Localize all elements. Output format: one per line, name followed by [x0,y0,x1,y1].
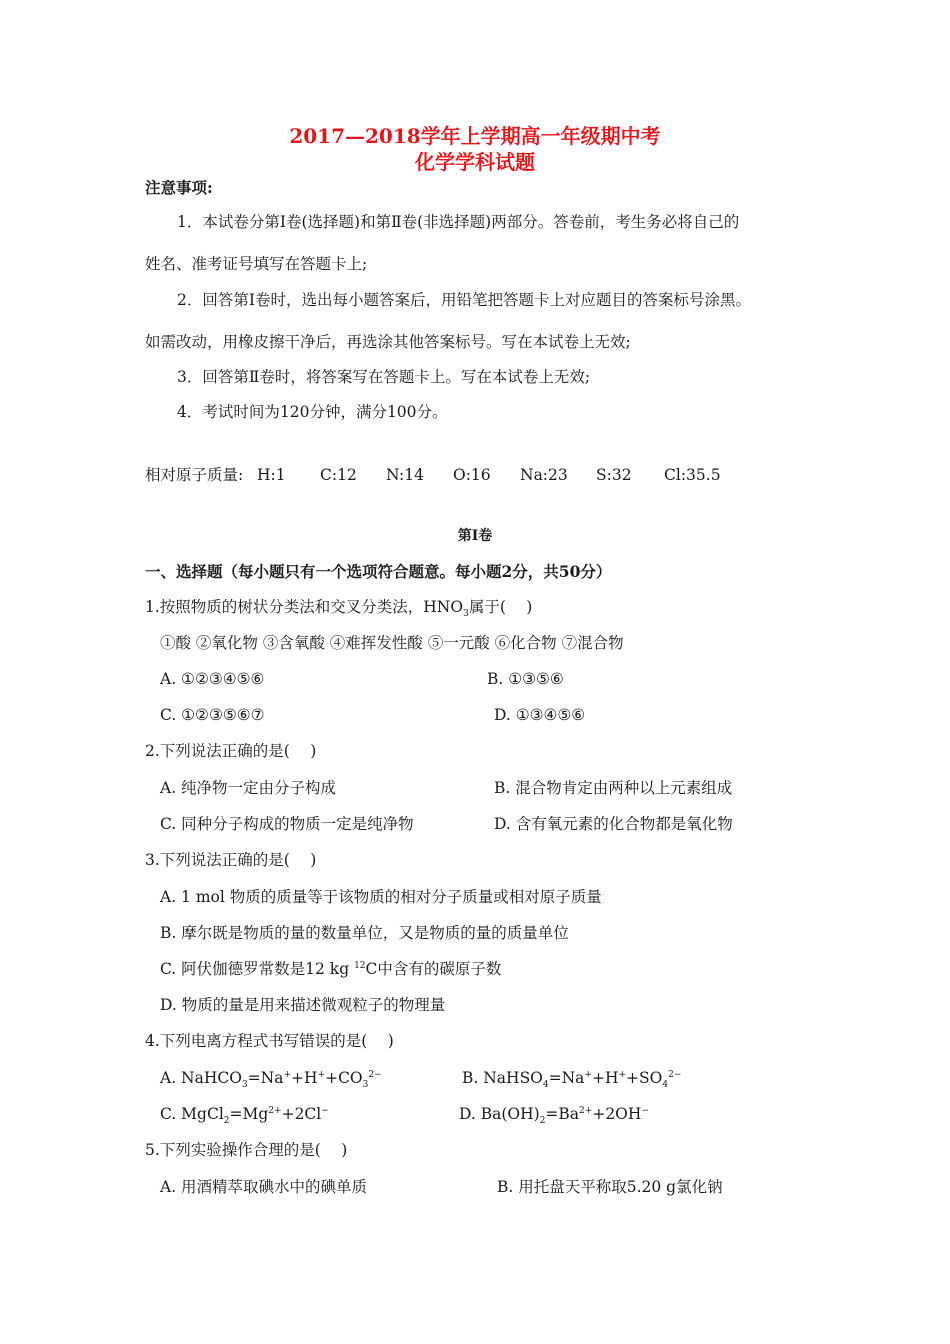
volume-heading: 第Ⅰ卷 [457,528,493,544]
exam-subtitle: 化学学科试题 [415,150,535,174]
part-title: 一、选择题（每小题只有一个选项符合题意。每小题2分，共50分） [145,562,612,581]
q4-stem: 4.下列电离方程式书写错误的是( ) [145,1032,394,1050]
q2-option-d: D. 含有氧元素的化合物都是氧化物 [494,815,733,833]
q1-option-b: B. ①③⑤⑥ [487,670,564,688]
notice-item-2: 2．回答第Ⅰ卷时，选出每小题答案后，用铅笔把答题卡上对应题目的答案标号涂黑。 [177,291,751,309]
q3-option-b: B. 摩尔既是物质的量的数量单位，又是物质的量的质量单位 [160,924,569,942]
notice-item-3: 3．回答第Ⅱ卷时，将答案写在答题卡上。写在本试卷上无效; [177,368,591,386]
notice-heading: 注意事项: [145,178,213,197]
notice-item-1: 1．本试卷分第Ⅰ卷(选择题)和第Ⅱ卷(非选择题)两部分。答卷前，考生务必将自己的 [177,213,740,231]
q5-option-a: A. 用酒精萃取碘水中的碘单质 [160,1178,368,1196]
atomic-mass-n: N:14 [386,466,424,484]
atomic-mass-na: Na:23 [520,466,568,484]
atomic-mass-cl: Cl:35.5 [664,466,721,484]
q2-option-c: C. 同种分子构成的物质一定是纯净物 [160,815,414,833]
atomic-mass-c: C:12 [320,466,357,484]
notice-item-4: 4．考试时间为120分钟，满分100分。 [177,403,448,421]
q3-option-d: D. 物质的量是用来描述微观粒子的物理量 [160,996,446,1014]
q1-option-a: A. ①②③④⑤⑥ [160,670,265,688]
q5-stem: 5.下列实验操作合理的是( ) [145,1141,348,1159]
notice-item-2-cont: 如需改动，用橡皮擦干净后，再选涂其他答案标号。写在本试卷上无效; [145,333,631,351]
q2-stem: 2.下列说法正确的是( ) [145,742,317,760]
q1-stem: 1.按照物质的树状分类法和交叉分类法，$HNO_3$属于( ) [145,598,533,620]
notice-item-1-cont: 姓名、准考证号填写在答题卡上; [145,255,368,273]
atomic-mass-s: S:32 [596,466,632,484]
q3-option-a: A. 1 mol 物质的质量等于该物质的相对分子质量或相对原子质量 [160,888,602,906]
q4-option-d: D. $Ba(OH)_2=Ba^{2+}+2OH^-$ [459,1105,649,1127]
atomic-mass-o: O:16 [453,466,491,484]
q1-option-c: C. ①②③⑤⑥⑦ [160,706,265,724]
atomic-mass-label: 相对原子质量: [145,466,244,484]
q2-option-b: B. 混合物肯定由两种以上元素组成 [494,779,733,797]
q2-option-a: A. 纯净物一定由分子构成 [160,779,337,797]
q4-option-b: B. $NaHSO_4=Na^++H^++SO_4^{2-}$ [462,1069,682,1091]
exam-title: 2017—2018学年上学期高一年级期中考 [289,124,661,148]
q5-option-b: B. 用托盘天平称取5.20 g氯化钠 [497,1178,723,1196]
atomic-mass-h: H:1 [257,466,286,484]
q1-option-d: D. ①③④⑤⑥ [494,706,586,724]
q4-option-c: C. $MgCl_2=Mg^{2+}+2Cl^-$ [160,1105,329,1127]
q1-items: ①酸 ②氧化物 ③含氧酸 ④难挥发性酸 ⑤一元酸 ⑥化合物 ⑦混合物 [160,634,624,652]
q3-stem: 3.下列说法正确的是( ) [145,851,317,869]
q3-option-c: C. 阿伏伽德罗常数是12 kg $^{12}$C中含有的碳原子数 [160,960,502,978]
q4-option-a: A. $NaHCO_3=Na^++H^++CO_3^{2-}$ [160,1069,382,1091]
